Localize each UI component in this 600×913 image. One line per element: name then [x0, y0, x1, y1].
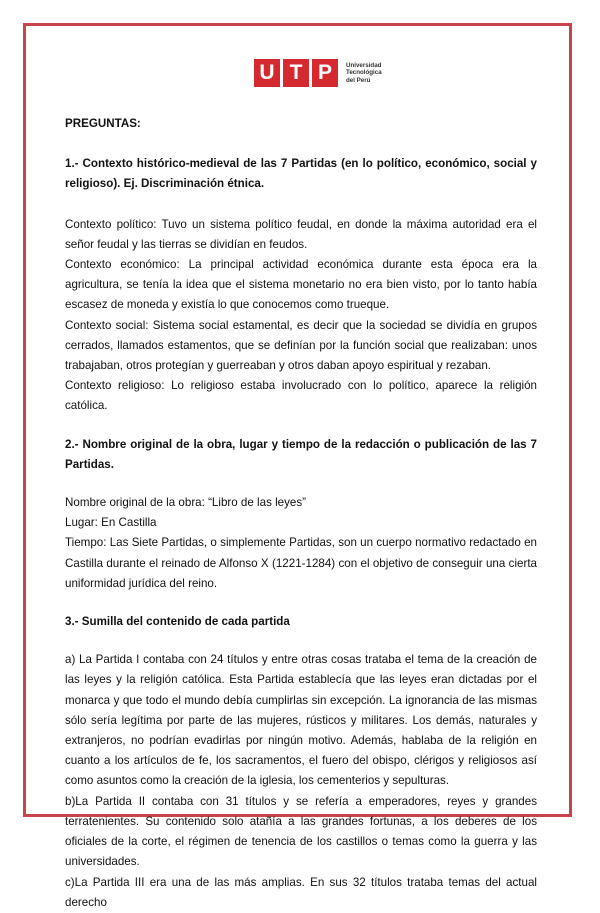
logo-letter-t: T [283, 59, 309, 87]
logo-letter-p: P [312, 59, 338, 87]
question-3-heading: 3.- Sumilla del contenido de cada partida [65, 615, 290, 629]
lugar: Lugar: En Castilla [65, 516, 157, 530]
contexto-religioso: Contexto religioso: Lo religioso estaba involucrado con lo político, aparece la religión católica. [65, 379, 537, 413]
partida-iii-summary: c)La Partida III era una de las más amplias. En sus 32 títulos trataba temas del actual derecho [65, 875, 537, 909]
contexto-politico: Contexto político: Tuvo un sistema político feudal, en donde la máxima autoridad era el señor feudal y las tierras se dividían en feudos. [65, 217, 537, 251]
document-title: PREGUNTAS: [65, 117, 141, 130]
partida-ii-summary: b)La Partida II contaba con 31 títulos y se refería a emperadores, reyes y grandes terratenientes. Su contenido solo atañía a las grandes fortunas, a los deberes de los oficiales de la corte, el régimen de tenencia de los castillos o temas como la guerra y las universidades. [65, 794, 537, 869]
contexto-economico: Contexto económico: La principal actividad económica durante esta época era la agricultura, se tenía la idea que el sistema monetario no era bien visto, por lo tanto había escasez de moneda y existía lo que conocemos como trueque. [65, 258, 537, 312]
nombre-original: Nombre original de la obra: “Libro de las leyes” [65, 496, 307, 510]
partida-i-summary: a) La Partida I contaba con 24 títulos y entre otras cosas trataba el tema de la creación de las leyes y la religión católica. Esta Partida establecía que las leyes eran dictadas por el monarca y que todo el mundo debía cumplirlas sin excepción. La ignorancia de las mismas sólo sería legítima por parte de las mujeres, rústicos y militares. Los demás, naturales y extranjeros, no podrían evadirlas por ningún motivo. Además, hablaba de la religión en cuanto a los artículos de fe, los sacramentos, el fuero del obispo, clérigos y religiosos así como asuntos como la creación de la iglesia, los cementerios y sepulturas. [65, 653, 537, 788]
logo-institution-name [346, 62, 382, 84]
question-2-heading: 2.- Nombre original de la obra, lugar y tiempo de la redacción o publicación de las 7 Partidas. [65, 437, 537, 471]
logo-line-1: Universidad [346, 62, 382, 70]
document-body [65, 114, 537, 913]
logo-letter-u: U [254, 59, 280, 87]
question-1-heading: 1.- Contexto histórico-medieval de las 7 Partidas (en lo político, económico, social y religioso). Ej. Discriminación étnica. [65, 157, 537, 191]
logo-line-3: del Perú [346, 76, 371, 84]
contexto-social: Contexto social: Sistema social estamental, es decir que la sociedad se dividía en grupos cerrados, llamados estamentos, que se definían por la función social que realizaban: unos trabajaban, otros protegían y guerreaban y otros daban apoyo espiritual y rezaban. [65, 318, 537, 373]
tiempo: Tiempo: Las Siete Partidas, o simplemente Partidas, son un cuerpo normativo redactado en Castilla durante el reinado de Alfonso X (1221-1284) con el objetivo de conseguir una cierta uniformidad jurídica del reino. [65, 536, 537, 590]
logo-line-2: Tecnológica [346, 69, 382, 77]
utp-logo [254, 58, 382, 88]
